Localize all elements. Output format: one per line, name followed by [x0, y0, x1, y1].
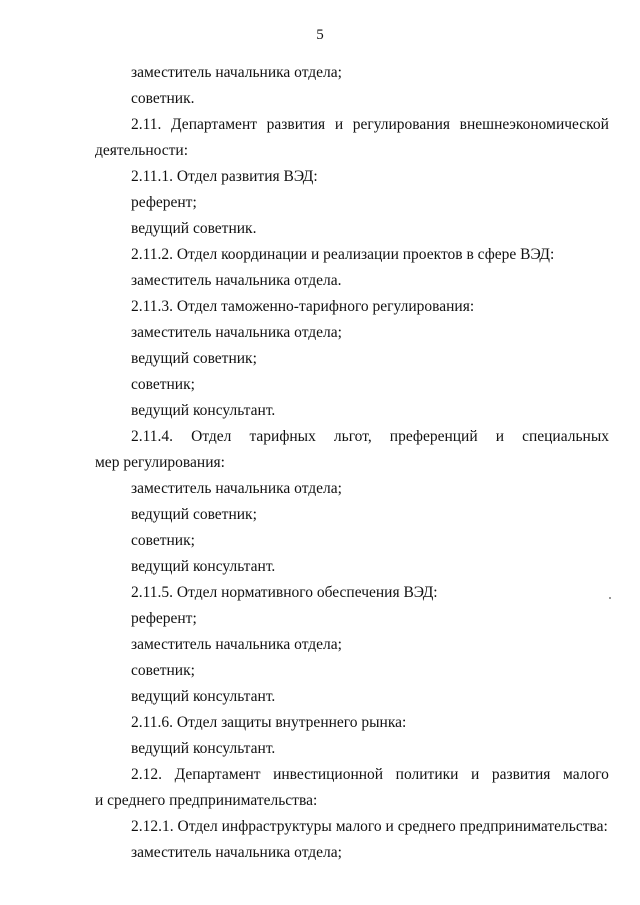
- text-line: 2.11.1. Отдел развития ВЭД:: [131, 168, 318, 185]
- text-line: ведущий консультант.: [131, 740, 276, 757]
- text-line: ведущий советник;: [131, 506, 257, 523]
- page-number: 5: [316, 27, 324, 43]
- text-line: заместитель начальника отдела;: [131, 636, 342, 653]
- text-line: заместитель начальника отдела.: [131, 272, 342, 289]
- text-line-justified: 2.12. Департамент инвестиционной политики и развития малого: [131, 766, 609, 783]
- text-line: заместитель начальника отдела;: [131, 324, 342, 341]
- text-line: советник;: [131, 376, 195, 393]
- text-line: деятельности:: [95, 142, 189, 159]
- text-line: 2.11.6. Отдел защиты внутреннего рынка:: [131, 714, 407, 731]
- text-line: и среднего предпринимательства:: [95, 792, 318, 809]
- text-line: заместитель начальника отдела;: [131, 64, 342, 81]
- text-line: ведущий советник.: [131, 220, 257, 237]
- text-line: ведущий консультант.: [131, 558, 276, 575]
- text-line-justified: 2.11.4. Отдел тарифных льгот, преференций и специальных: [131, 428, 609, 445]
- scan-speck: [609, 597, 611, 599]
- text-line: 2.11.5. Отдел нормативного обеспечения ВЭД:: [131, 584, 438, 601]
- text-line-justified: 2.11. Департамент развития и регулирования внешнеэкономической: [131, 116, 609, 133]
- text-line: заместитель начальника отдела;: [131, 844, 342, 861]
- text-line: референт;: [131, 194, 197, 211]
- text-line: 2.11.2. Отдел координации и реализации проектов в сфере ВЭД:: [131, 246, 555, 263]
- text-line: референт;: [131, 610, 197, 627]
- text-line: советник;: [131, 662, 195, 679]
- text-line: ведущий консультант.: [131, 688, 276, 705]
- text-line: 2.12.1. Отдел инфраструктуры малого и среднего предпринимательства:: [131, 818, 608, 835]
- text-line: ведущий советник;: [131, 350, 257, 367]
- text-line: советник.: [131, 90, 195, 107]
- text-line: ведущий консультант.: [131, 402, 276, 419]
- text-line: 2.11.3. Отдел таможенно-тарифного регулирования:: [131, 298, 475, 315]
- text-line: мер регулирования:: [95, 454, 225, 471]
- text-line: советник;: [131, 532, 195, 549]
- text-line: заместитель начальника отдела;: [131, 480, 342, 497]
